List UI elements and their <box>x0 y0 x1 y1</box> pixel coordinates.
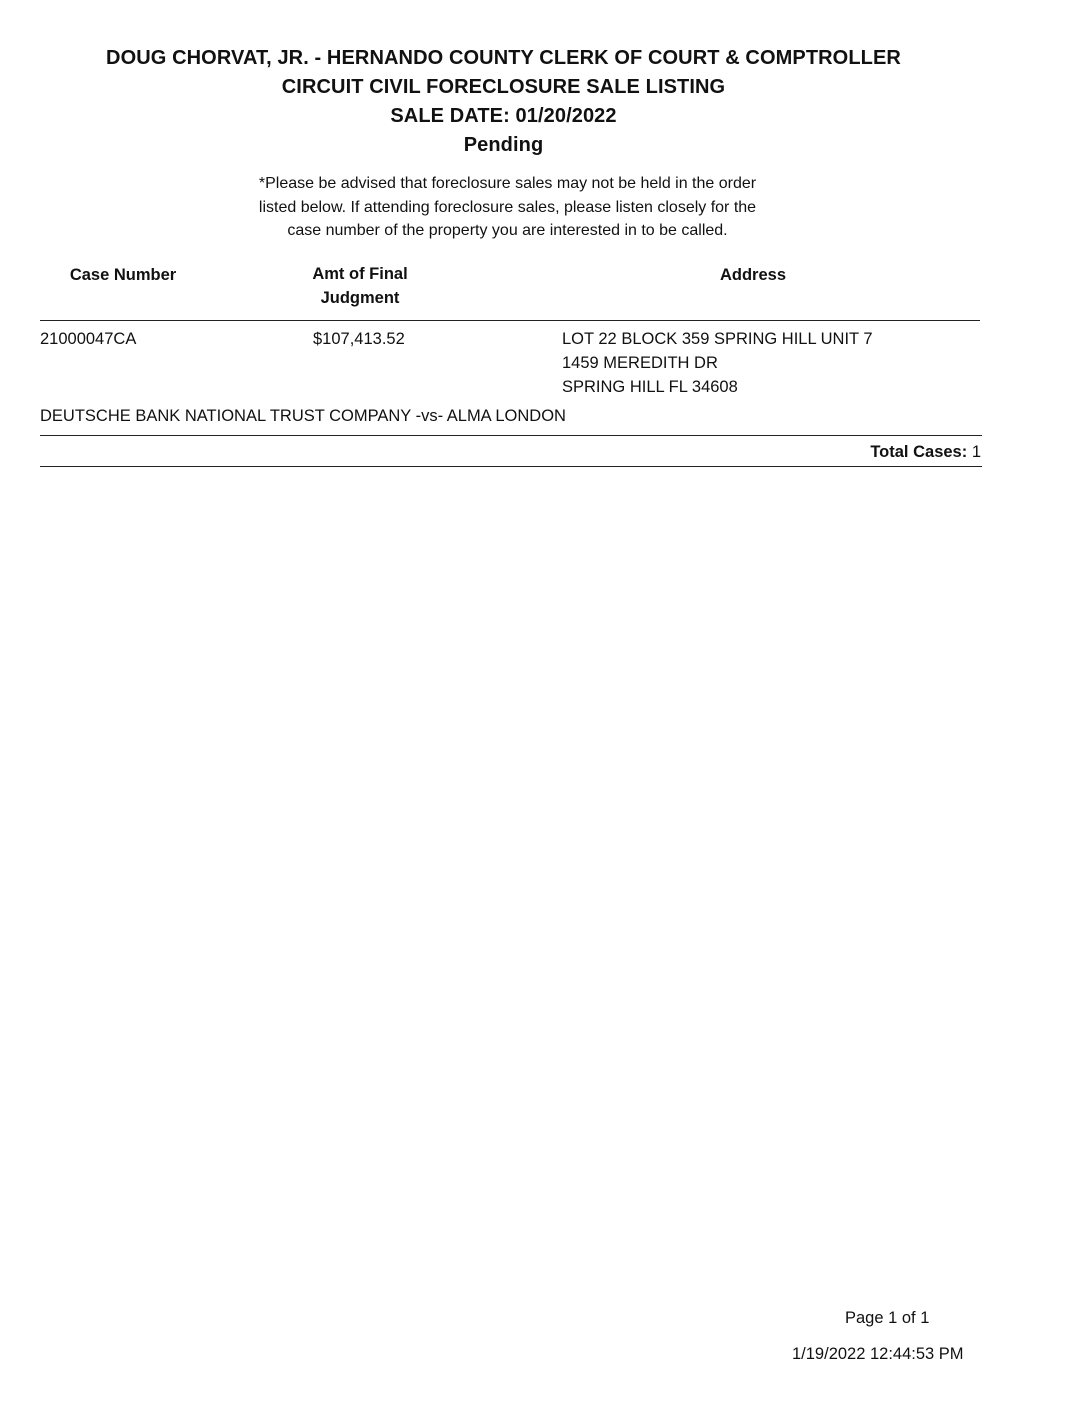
address-line: SPRING HILL FL 34608 <box>562 378 738 396</box>
total-cases-label: Total Cases: <box>870 443 968 461</box>
notice-line: listed below. If attending foreclosure sales, please listen closely for the <box>258 198 757 216</box>
column-header-amount-line: Amt of Final <box>312 265 408 283</box>
summary-divider <box>40 466 982 467</box>
address-line: 1459 MEREDITH DR <box>562 354 718 372</box>
case-number: 21000047CA <box>40 330 137 348</box>
column-header-amount <box>280 262 440 310</box>
column-header-amount-line: Judgment <box>320 289 400 307</box>
notice-line: *Please be advised that foreclosure sales may not be held in the order <box>258 175 757 192</box>
total-cases-value: 1 <box>971 443 981 461</box>
row-divider <box>40 435 982 436</box>
case-parties: DEUTSCHE BANK NATIONAL TRUST COMPANY -vs- ALMA LONDON <box>40 407 566 425</box>
judgment-amount: $107,413.52 <box>313 330 405 348</box>
page-number: Page 1 of 1 <box>845 1309 930 1327</box>
sale-date: SALE DATE: 01/20/2022 <box>390 105 617 127</box>
header-divider <box>40 320 980 321</box>
address-line: LOT 22 BLOCK 359 SPRING HILL UNIT 7 <box>562 330 873 348</box>
clerk-title: DOUG CHORVAT, JR. - HERNANDO COUNTY CLERK OF COURT & COMPTROLLER <box>106 47 901 69</box>
column-header-address: Address <box>719 266 787 284</box>
listing-title: CIRCUIT CIVIL FORECLOSURE SALE LISTING <box>281 76 726 98</box>
status-label: Pending <box>463 134 544 156</box>
print-timestamp: 1/19/2022 12:44:53 PM <box>792 1345 964 1363</box>
document-header <box>0 44 1007 160</box>
notice-line: case number of the property you are interested in to be called. <box>287 222 728 239</box>
total-cases <box>870 440 981 464</box>
advisory-notice <box>200 172 815 243</box>
column-header-case-number: Case Number <box>69 266 177 284</box>
